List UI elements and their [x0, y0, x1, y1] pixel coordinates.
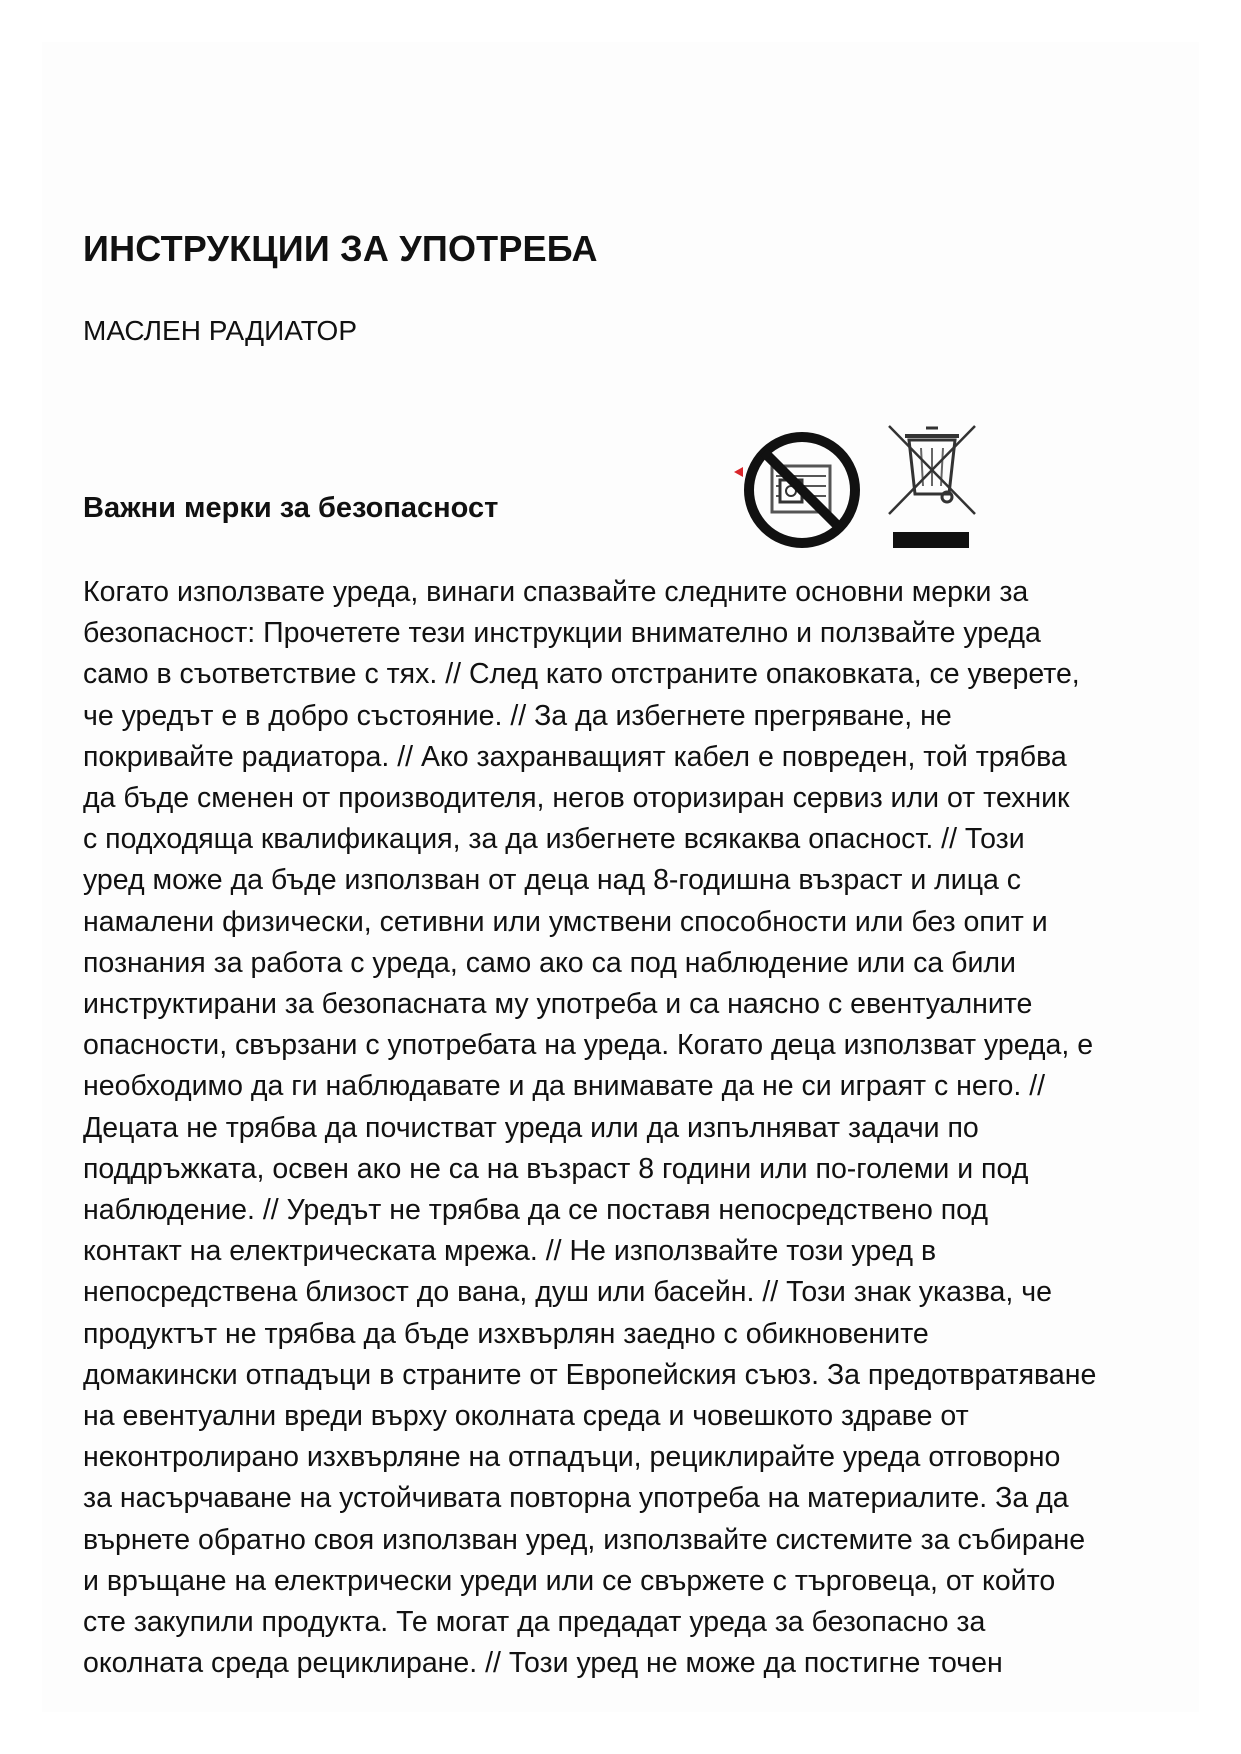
body-text-line: сте закупили продукта. Те могат да предадат уреда за безопасно за — [83, 1606, 986, 1639]
body-text-line: и връщане на електрически уреди или се свържете с търговеца, от който — [83, 1564, 1056, 1597]
body-text-line: за насърчаване на устойчивата повторна употреба на материалите. За да — [83, 1482, 1069, 1515]
safety-instructions-body — [83, 572, 1198, 1684]
body-text-line: само в съответствие с тях. // След като отстраните опаковката, се уверете, — [83, 658, 1080, 691]
document-subtitle: МАСЛЕН РАДИАТОР — [83, 315, 358, 346]
body-text-line: необходимо да ги наблюдавате и да внимавате да не си играят с него. // — [83, 1070, 1046, 1103]
body-text-line: наблюдение. // Уредът не трябва да се поставя непосредствено под — [83, 1194, 989, 1227]
body-text-line: с подходяща квалификация, за да избегнете всякаква опасност. // Този — [83, 823, 1025, 856]
body-text-line: опасности, свързани с употребата на уреда. Когато деца използват уреда, е — [83, 1029, 1094, 1062]
body-text-line: Децата не трябва да почистват уреда или да изпълняват задачи по — [83, 1111, 979, 1144]
body-text-line: уред може да бъде използван от деца над 8-годишна възраст и лица с — [83, 864, 1022, 897]
body-text-line: околната среда рециклиране. // Този уред не може да постигне точен — [83, 1647, 1003, 1680]
body-text-line: безопасност: Прочетете тези инструкции внимателно и ползвайте уреда — [83, 617, 1041, 650]
body-text-line: познания за работа с уреда, само ако са под наблюдение или са били — [83, 946, 1016, 979]
do-not-cover-icon — [734, 430, 862, 550]
body-text-line: непосредствена близост до вана, душ или басейн. // Този знак указва, че — [83, 1276, 1052, 1309]
document-title: ИНСТРУКЦИИ ЗА УПОТРЕБА — [83, 228, 598, 269]
body-text-line: върнете обратно своя използван уред, използвайте системите за събиране — [83, 1523, 1086, 1556]
body-text-line: поддръжката, освен ако не са на възраст 8 години или по-големи и под — [83, 1152, 1029, 1185]
body-text-line: продуктът не трябва да бъде изхвърлян заедно с обикновените — [83, 1317, 929, 1350]
body-text-line: че уредът е в добро състояние. // За да избегнете прегряване, не — [83, 699, 952, 732]
body-text-line: инструктирани за безопасната му употреба и са наясно с евентуалните — [83, 988, 1033, 1021]
body-text-line: покривайте радиатора. // Ако захранващият кабел е повреден, той трябва — [83, 740, 1067, 773]
body-text-line: домакински отпадъци в страните от Европейския съюз. За предотвратяване — [83, 1358, 1097, 1391]
crossed-out-wheelie-bin-icon — [887, 424, 977, 549]
body-text-line: Когато използвате уреда, винаги спазвайте следните основни мерки за — [83, 576, 1029, 608]
section-heading: Важни мерки за безопасност — [83, 492, 499, 524]
body-text-line: контакт на електрическата мрежа. // Не използвайте този уред в — [83, 1235, 937, 1268]
body-text-line: неконтролирано изхвърляне на отпадъци, рециклирайте уреда отговорно — [83, 1441, 1061, 1474]
body-text-line: намалени физически, сетивни или умствени способности или без опит и — [83, 905, 1048, 938]
body-text-line: да бъде сменен от производителя, негов оторизиран сервиз или от техник — [83, 782, 1070, 815]
body-text-line: на евентуални вреди върху околната среда и човешкото здраве от — [83, 1400, 969, 1433]
